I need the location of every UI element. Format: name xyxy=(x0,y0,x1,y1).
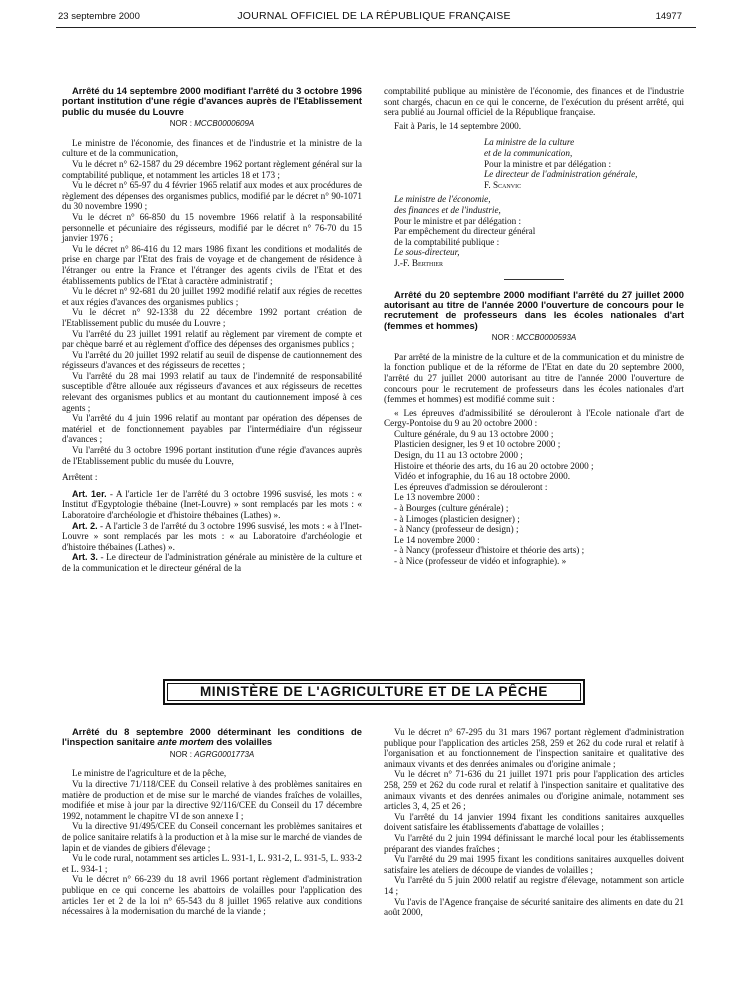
page-header xyxy=(0,9,748,25)
list-line: - à Bourges (culture générale) ; xyxy=(394,503,509,514)
page-number: 14977 xyxy=(655,11,682,22)
paragraph: Vu le décret n° 66-239 du 18 avril 1966 portant règlement d'administration publique en ce qui concerne les abattoirs de volailles pour l'application des articles 1er et 2 de la loi n° 65-543 du 8 juillet 1965 relative aux conditions nécessaires à la modernisation du marché de la viande ; xyxy=(62,874,362,917)
paragraph: « Les épreuves d'admissibilité se dérouleront à l'Ecole nationale d'art de Cergy-Pontoise du 9 au 20 octobre 2000 : xyxy=(384,407,684,429)
list-line: Culture générale, du 9 au 13 octobre 2000 ; xyxy=(394,428,554,439)
list-line: Vidéo et infographie, du 16 au 18 octobre 2000. xyxy=(394,471,571,482)
article-title: Arrêté du 20 septembre 2000 modifiant l'arrêté du 27 juillet 2000 autorisant au titre de l'année 2000 l'ouverture de concours pour le recrutement de professeurs dans les écoles nationales d'art (femmes et hommes) xyxy=(384,288,684,331)
paragraph: Vu le décret n° 67-295 du 31 mars 1967 portant règlement d'administration publique pour l'application des articles 258, 259 et 262 du code rural et relatif à l'organisation et au fonctionnement de l'inspection sanitaire et qualitative des animaux vivants et des denrées animales ou d'origine animale ; xyxy=(384,727,684,769)
paragraph: Vu l'arrêté du 14 janvier 1994 fixant les conditions sanitaires auxquelles doivent satisfaire les établissements d'abattage de volailles ; xyxy=(384,811,684,833)
paragraph: Vu l'avis de l'Agence française de sécurité sanitaire des aliments en date du 21 août 2000, xyxy=(384,896,684,918)
paragraph: Vu l'arrêté du 29 mai 1995 fixant les conditions sanitaires auxquelles doivent satisfaire les ateliers de découpe de viandes de volailles ; xyxy=(384,854,684,875)
paragraph: Le ministre de l'économie, des finances et de l'industrie et la ministre de la culture et de la communication, xyxy=(62,137,362,159)
paragraph: Vu le décret n° 62-1587 du 29 décembre 1962 portant règlement général sur la comptabilité publique, et notamment les articles 18 et 173 ; xyxy=(62,159,362,180)
article-3: Art. 3. - Le directeur de l'administration générale au ministère de la culture et de la communication et le directeur général de la xyxy=(62,552,362,573)
article-1: Art. 1er. - A l'article 1er de l'arrêté du 3 octobre 1996 susvisé, les mots : « Institut d'Egyptologie thébaine (Inet-Louvre) » sont remplacés par les mots : « Laboratoire d'archéologie et d'histoire thébaines (Lathes) ». xyxy=(62,488,362,520)
continuation-text: comptabilité publique au ministère de l'économie, des finances et de l'industrie sont chargés, chacun en ce qui le concerne, de l'exécution du présent arrêté, qui sera publié au Journal officiel de la République française. xyxy=(384,86,684,118)
article-2: Art. 2. - A l'article 3 de l'arrêté du 3 octobre 1996 susvisé, les mots : « à l'Inet-Louvre » sont remplacés par les mots : « au Laboratoire d'archéologie et d'histoire thébaines (Lathes) ». xyxy=(62,520,362,552)
list-line: Le 14 novembre 2000 : xyxy=(394,534,480,545)
signature-block-culture: La ministre de la culture et de la communication, Pour la ministre et par délégation : Le directeur de l'administration générale, F. Scanvic xyxy=(474,137,684,190)
paragraph: Vu l'arrêté du 2 juin 1994 définissant le marché local pour les établissements préparant des viandes fraîches ; xyxy=(384,832,684,854)
left-column-bottom xyxy=(62,727,362,917)
list-line: Plasticien designer, les 9 et 10 octobre 2000 ; xyxy=(394,439,561,450)
list-line: Design, du 11 au 13 octobre 2000 ; xyxy=(394,450,523,461)
paragraph: Vu l'arrêté du 20 juillet 1992 relatif au seuil de dispense de cautionnement des régisseurs d'avances et des régisseurs de recettes ; xyxy=(62,349,362,371)
list-line: Le 13 novembre 2000 : xyxy=(394,492,480,503)
list-line: - à Nancy (professeur de design) ; xyxy=(394,524,519,535)
right-column-bottom xyxy=(384,727,684,918)
list-line: Histoire et théorie des arts, du 16 au 20 octobre 2000 ; xyxy=(394,460,594,471)
paragraph: Vu le code rural, notamment ses articles L. 931-1, L. 931-2, L. 931-5, L. 933-2 et L. 934-1 ; xyxy=(62,853,362,874)
left-column-top xyxy=(62,86,362,574)
article-title: Arrêté du 14 septembre 2000 modifiant l'arrêté du 3 octobre 1996 portant institution d'une régie d'avances auprès de l'Etablissement public du musée du Louvre xyxy=(62,85,362,117)
article-title: Arrêté du 8 septembre 2000 déterminant les conditions de l'inspection sanitaire ante mortem des volailles xyxy=(62,726,362,748)
right-column-top xyxy=(384,86,684,567)
nor-code: AGRG0001773A xyxy=(194,749,255,759)
ministry-title: MINISTÈRE DE L'AGRICULTURE ET DE LA PÊCHE xyxy=(167,683,581,701)
header-rule xyxy=(56,27,696,28)
paragraph: Vu la directive 71/118/CEE du Conseil relative à des problèmes sanitaires en matière de production et de mise sur le marché de viandes fraîches de volailles, modifiée et mise à jour par la directive 92/116/CEE du Conseil du 17 décembre 1992, notamment le chapitre VI de son annexe I ; xyxy=(62,779,362,821)
arretent: Arrêtent : xyxy=(62,472,98,483)
paragraph: Vu l'arrêté du 28 mai 1993 relatif au taux de l'indemnité de responsabilité susceptible d'être allouée aux régisseurs d'avances et aux régisseurs de recettes relevant des organismes publics et au montant du cautionnement imposé à ces agents ; xyxy=(62,370,362,413)
journal-title: JOURNAL OFFICIEL DE LA RÉPUBLIQUE FRANÇAISE xyxy=(237,10,511,22)
paragraph: Le ministre de l'agriculture et de la pêche, xyxy=(72,768,227,779)
paragraph: Par arrêté de la ministre de la culture et de la communication et du ministre de la fonction publique et de la réforme de l'Etat en date du 20 septembre 2000, l'arrêté du 27 juillet 2000 autorisant au titre de l'année 2000 l'ouverture de concours pour le recrutement de professeurs dans les écoles nationales d'art (femmes et hommes) est modifié comme suit : xyxy=(384,351,684,405)
paragraph: Vu l'arrêté du 23 juillet 1991 relatif au règlement par virement de compte et par chèque barré et au règlement d'office des dépenses des organismes publics ; xyxy=(62,328,362,350)
paragraph: Vu l'arrêté du 4 juin 1996 relatif au montant par opération des dépenses de matériel et de fonctionnement payables par l'intermédiaire d'un régisseur d'avances ; xyxy=(62,413,362,445)
list-line: - à Nice (professeur de vidéo et infographie). » xyxy=(394,556,567,566)
paragraph: Vu le décret n° 66-850 du 15 novembre 1966 relatif à la responsabilité personnelle et pécuniaire des régisseurs, modifié par le décret n° 76-70 du 15 janvier 1976 ; xyxy=(62,211,362,244)
paragraph: Vu le décret n° 86-416 du 12 mars 1986 fixant les conditions et modalités de prise en charge par l'Etat des frais de voyage et de changement de résidence à l'étranger ou entre la France et l'étranger des agents civils de l'Etat et des établissements publics de l'Etat à caractère administratif ; xyxy=(62,243,362,286)
list-line: Les épreuves d'admission se dérouleront : xyxy=(394,481,548,492)
paragraph: Vu le décret n° 92-1338 du 22 décembre 1992 portant création de l'Etablissement public du musée du Louvre ; xyxy=(62,307,362,328)
paragraph: Vu le décret n° 71-636 du 21 juillet 1971 pris pour l'application des articles 258, 259 et 262 du code rural et relatif à l'inspection sanitaire et qualitative des animaux vivants et des denrées animales ou d'origine animale, notamment ses articles 3, 4, 25 et 26 ; xyxy=(384,769,684,812)
nor-reference: NOR : MCCB0000609A xyxy=(169,119,255,129)
ministry-banner xyxy=(163,679,585,705)
paragraph: Vu l'arrêté du 5 juin 2000 relatif au registre d'élevage, notamment son article 14 ; xyxy=(384,875,684,896)
list-line: - à Nancy (professeur d'histoire et théorie des arts) ; xyxy=(394,545,585,556)
paragraph: Vu l'arrêté du 3 octobre 1996 portant institution d'une régie d'avances auprès de l'Etablissement public du musée du Louvre, xyxy=(62,445,362,466)
issue-date: 23 septembre 2000 xyxy=(58,11,140,22)
nor-code: MCCB0000593A xyxy=(516,333,577,343)
nor-code: MCCB0000609A xyxy=(194,119,255,129)
nor-reference: NOR : AGRG0001773A xyxy=(169,749,255,759)
signatory-name: J.-F. Berthier xyxy=(394,257,443,268)
paragraph: Vu la directive 91/495/CEE du Conseil concernant les problèmes sanitaires et de police sanitaire relatifs à la production et à la mise sur le marché de viandes de lapin et de viandes de gibiers d'élevage ; xyxy=(62,821,363,853)
paragraph: Vu le décret n° 92-681 du 20 juillet 1992 modifié relatif aux régies de recettes et aux régies d'avances des organismes publics ; xyxy=(62,286,362,307)
paragraph: Vu le décret n° 65-97 du 4 février 1965 relatif aux modes et aux procédures de règlement des dépenses des organismes publics, modifié par le décret n° 90-1071 du 30 novembre 1990 ; xyxy=(62,180,362,212)
fait-line: Fait à Paris, le 14 septembre 2000. xyxy=(394,120,522,131)
signatory-name: F. Scanvic xyxy=(484,179,522,190)
article-paragraphs xyxy=(62,138,362,466)
signature-block-economie: Le ministre de l'économie, des finances et de l'industrie, Pour le ministre et par délégation : Par empêchement du directeur général de la comptabilité publique : Le sous-directeur, J.-F. Berthier xyxy=(384,194,544,268)
separator xyxy=(504,279,564,280)
nor-reference: NOR : MCCB0000593A xyxy=(491,333,577,343)
list-line: - à Limoges (plasticien designer) ; xyxy=(394,513,520,524)
